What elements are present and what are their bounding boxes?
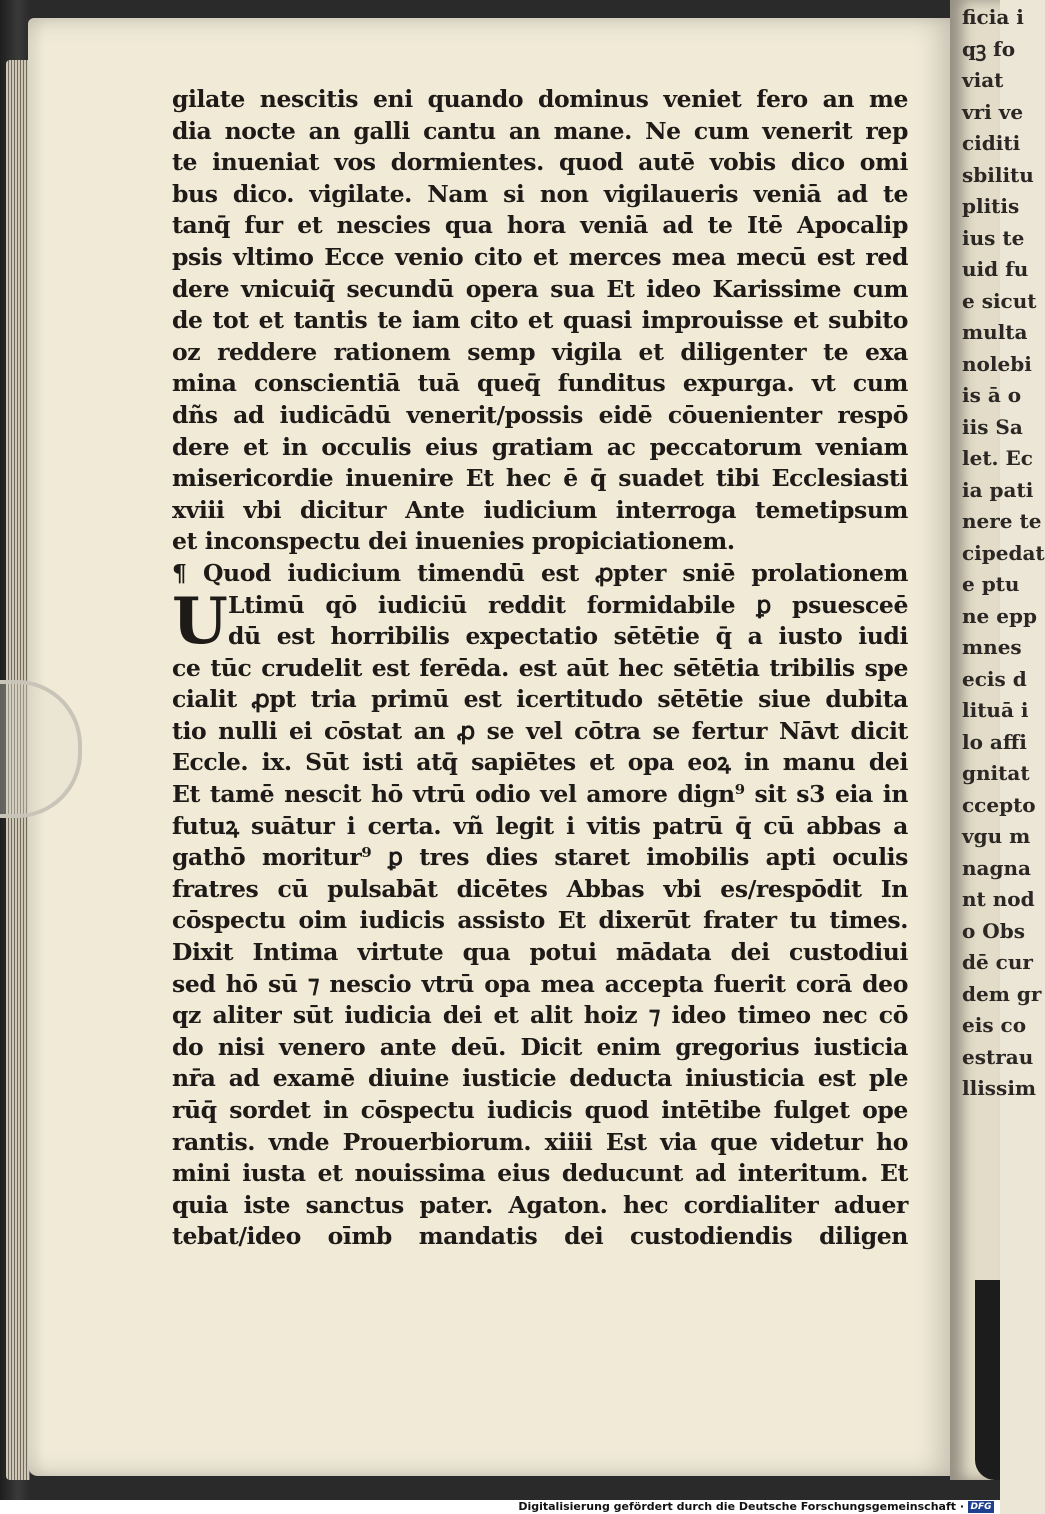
- facing-page-line: dem gr: [962, 981, 1042, 1006]
- text-line: tio nulli ei cōstat an ꝓ se vel cōtra se fertur Nāvt dicit: [172, 716, 908, 745]
- facing-page-line: sbilitu: [962, 162, 1034, 187]
- text-line: de tot et tantis te iam cito et quasi improuisse et subito: [172, 306, 908, 335]
- facing-page-line: multa: [962, 320, 1028, 344]
- text-line: Et tamē nescit hō vtrū odio vel amore dign⁹ sit s3 eia in: [172, 780, 908, 809]
- text-line: mina conscientiā tuā queq̄ funditus expurga. vt cum: [172, 369, 908, 398]
- facing-page-line: cipedat: [962, 540, 1045, 565]
- facing-page-line: plitis: [962, 194, 1020, 218]
- facing-page-line: iis Sa: [962, 414, 1023, 439]
- text-line: dñs ad iudicādū venerit/possis eidē cōuenienter respō: [172, 400, 908, 429]
- footer-credit: Digitalisierung gefördert durch die Deutsche Forschungsgemeinschaft ·: [518, 1500, 964, 1513]
- text-line: do nisi venero ante deū. Dicit enim gregorius iusticia: [172, 1032, 908, 1061]
- facing-page-line: nt nod: [962, 887, 1035, 911]
- dfg-logo: DFG: [968, 1501, 994, 1513]
- text-block: [172, 84, 908, 1253]
- text-line: dū est horribilis expectatio sētētie q̄ a iusto iudi: [228, 622, 908, 651]
- text-line: futuꝝ suātur i certa. vñ legit i vitis patrū q̄ cū abbas a: [172, 811, 908, 840]
- book-spine: [975, 1280, 1000, 1480]
- text-line: Ltimū qō iudiciū reddit formidabile ꝑ psuesceē: [228, 590, 908, 619]
- text-line: Dixit Intima virtute qua potui mādata dei custodiui: [172, 938, 908, 967]
- facing-page-line: estrau: [962, 1044, 1034, 1069]
- facing-page-line: lo affi: [962, 729, 1027, 754]
- facing-page-line: gnitat: [962, 761, 1030, 785]
- text-line: sed hō sū ⁊ nescio vtrū opa mea accepta fuerit corā deo: [172, 969, 908, 998]
- facing-page-line: ccepto: [962, 792, 1036, 817]
- text-line: cialit ꝓpt tria primū est icertitudo sētētie siue dubita: [172, 685, 908, 714]
- text-line: oz reddere rationem semp vigila et diligenter te exa: [172, 337, 908, 366]
- text-line: gilate nescitis eni quando dominus veniet fero an me: [172, 85, 908, 113]
- text-line: et inconspectu dei inuenies propiciationem.: [172, 527, 735, 556]
- facing-page-line: ne epp: [962, 603, 1037, 628]
- facing-page-line: viat: [962, 68, 1004, 92]
- text-line: xviii vbi dicitur Ante iudicium interroga temetipsum: [172, 495, 908, 524]
- facing-page-line: ficia i: [962, 5, 1024, 29]
- facing-page-line: nagna: [962, 855, 1031, 880]
- text-line: rantis. vnde Prouerbiorum. xiiii Est via que videtur ho: [172, 1127, 908, 1156]
- facing-page-line: eis co: [962, 1013, 1027, 1037]
- body-paragraph: [172, 84, 908, 558]
- facing-page-line: qꝫ fo: [962, 36, 1016, 61]
- text-line: nr̄a ad examē diuine iusticie deducta iniusticia est ple: [172, 1064, 908, 1093]
- section-paragraph: [172, 584, 908, 1253]
- text-line: psis vltimo Ecce venio cito et merces mea mecū est red: [172, 242, 908, 271]
- text-line: dia nocte an galli cantu an mane. Ne cum venerit rep: [172, 116, 908, 145]
- text-line: qz aliter sūt iudicia dei et alit hoiz ⁊ ideo timeo nec cō: [172, 1001, 908, 1030]
- facing-page-line: dē cur: [962, 950, 1033, 974]
- facing-page-line: let. Ec: [962, 446, 1033, 470]
- text-line: te inueniat vos dormientes. quod autē vobis dico omi: [172, 148, 908, 177]
- text-line: bus dico. vigilate. Nam si non vigilaueris veniā ad te: [172, 179, 908, 208]
- facing-page-line: uid fu: [962, 257, 1029, 281]
- facing-page: [950, 0, 1045, 1480]
- text-line: dere vnicuiq̄ secundū opera sua Et ideo Karissime cum: [172, 274, 908, 303]
- text-line: mini iusta et nouissima eius deducunt ad interitum. Et: [172, 1159, 908, 1188]
- facing-page-line: ius te: [962, 225, 1025, 250]
- text-line: quia iste sanctus pater. Agaton. hec cordialiter aduer: [172, 1190, 908, 1219]
- drop-initial: U: [172, 584, 228, 659]
- facing-page-line: is ā o: [962, 383, 1022, 407]
- text-line: misericordie inuenire Et hec ē q̄ suadet tibi Ecclesiasti: [172, 464, 908, 493]
- text-line: tanq̄ fur et nescies qua hora veniā ad te Itē Apocalip: [172, 211, 908, 240]
- section-heading: ¶ Quod iudicium timendū est ꝓpter sniē prolationem: [172, 558, 908, 587]
- facing-page-line: llissim: [962, 1076, 1037, 1100]
- text-line: fratres cū pulsabāt dicētes Abbas vbi es/respōdit In: [172, 874, 908, 903]
- facing-page-line: lituā i: [962, 698, 1029, 722]
- facing-page-line: vri ve: [962, 99, 1024, 124]
- facing-page-line: mnes: [962, 635, 1022, 659]
- facing-page-line: ecis d: [962, 666, 1027, 691]
- facing-page-line: ia pati: [962, 477, 1034, 502]
- text-line: cōspectu oim iudicis assisto Et dixerūt frater tu times.: [172, 906, 908, 935]
- facing-page-line: nere te: [962, 509, 1042, 533]
- text-line: Eccle. ix. Sūt isti atq̄ sapiētes et opa eoꝝ in manu dei: [172, 748, 908, 777]
- text-line: rūq̄ sordet in cōspectu iudicis quod intētibe fulget ope: [172, 1096, 908, 1124]
- facing-page-text: [954, 2, 1045, 1105]
- text-line: gathō moritur⁹ ꝑ tres dies staret imobilis apti oculis: [172, 843, 908, 872]
- facing-page-line: e sicut: [962, 288, 1037, 313]
- text-line: ce tūc crudelit est ferēda. est aūt hec sētētia tribilis spe: [172, 653, 908, 682]
- text-line: tebat/ideo oīmb mandatis dei custodiendis diligen: [172, 1222, 908, 1251]
- text-line: dere et in occulis eius gratiam ac peccatorum veniam: [172, 432, 908, 461]
- facing-page-line: ciditi: [962, 131, 1021, 155]
- facing-page-line: vgu m: [962, 824, 1031, 848]
- facing-page-line: nolebi: [962, 351, 1032, 376]
- facing-page-line: o Obs: [962, 918, 1025, 943]
- facing-page-line: e ptu: [962, 572, 1020, 596]
